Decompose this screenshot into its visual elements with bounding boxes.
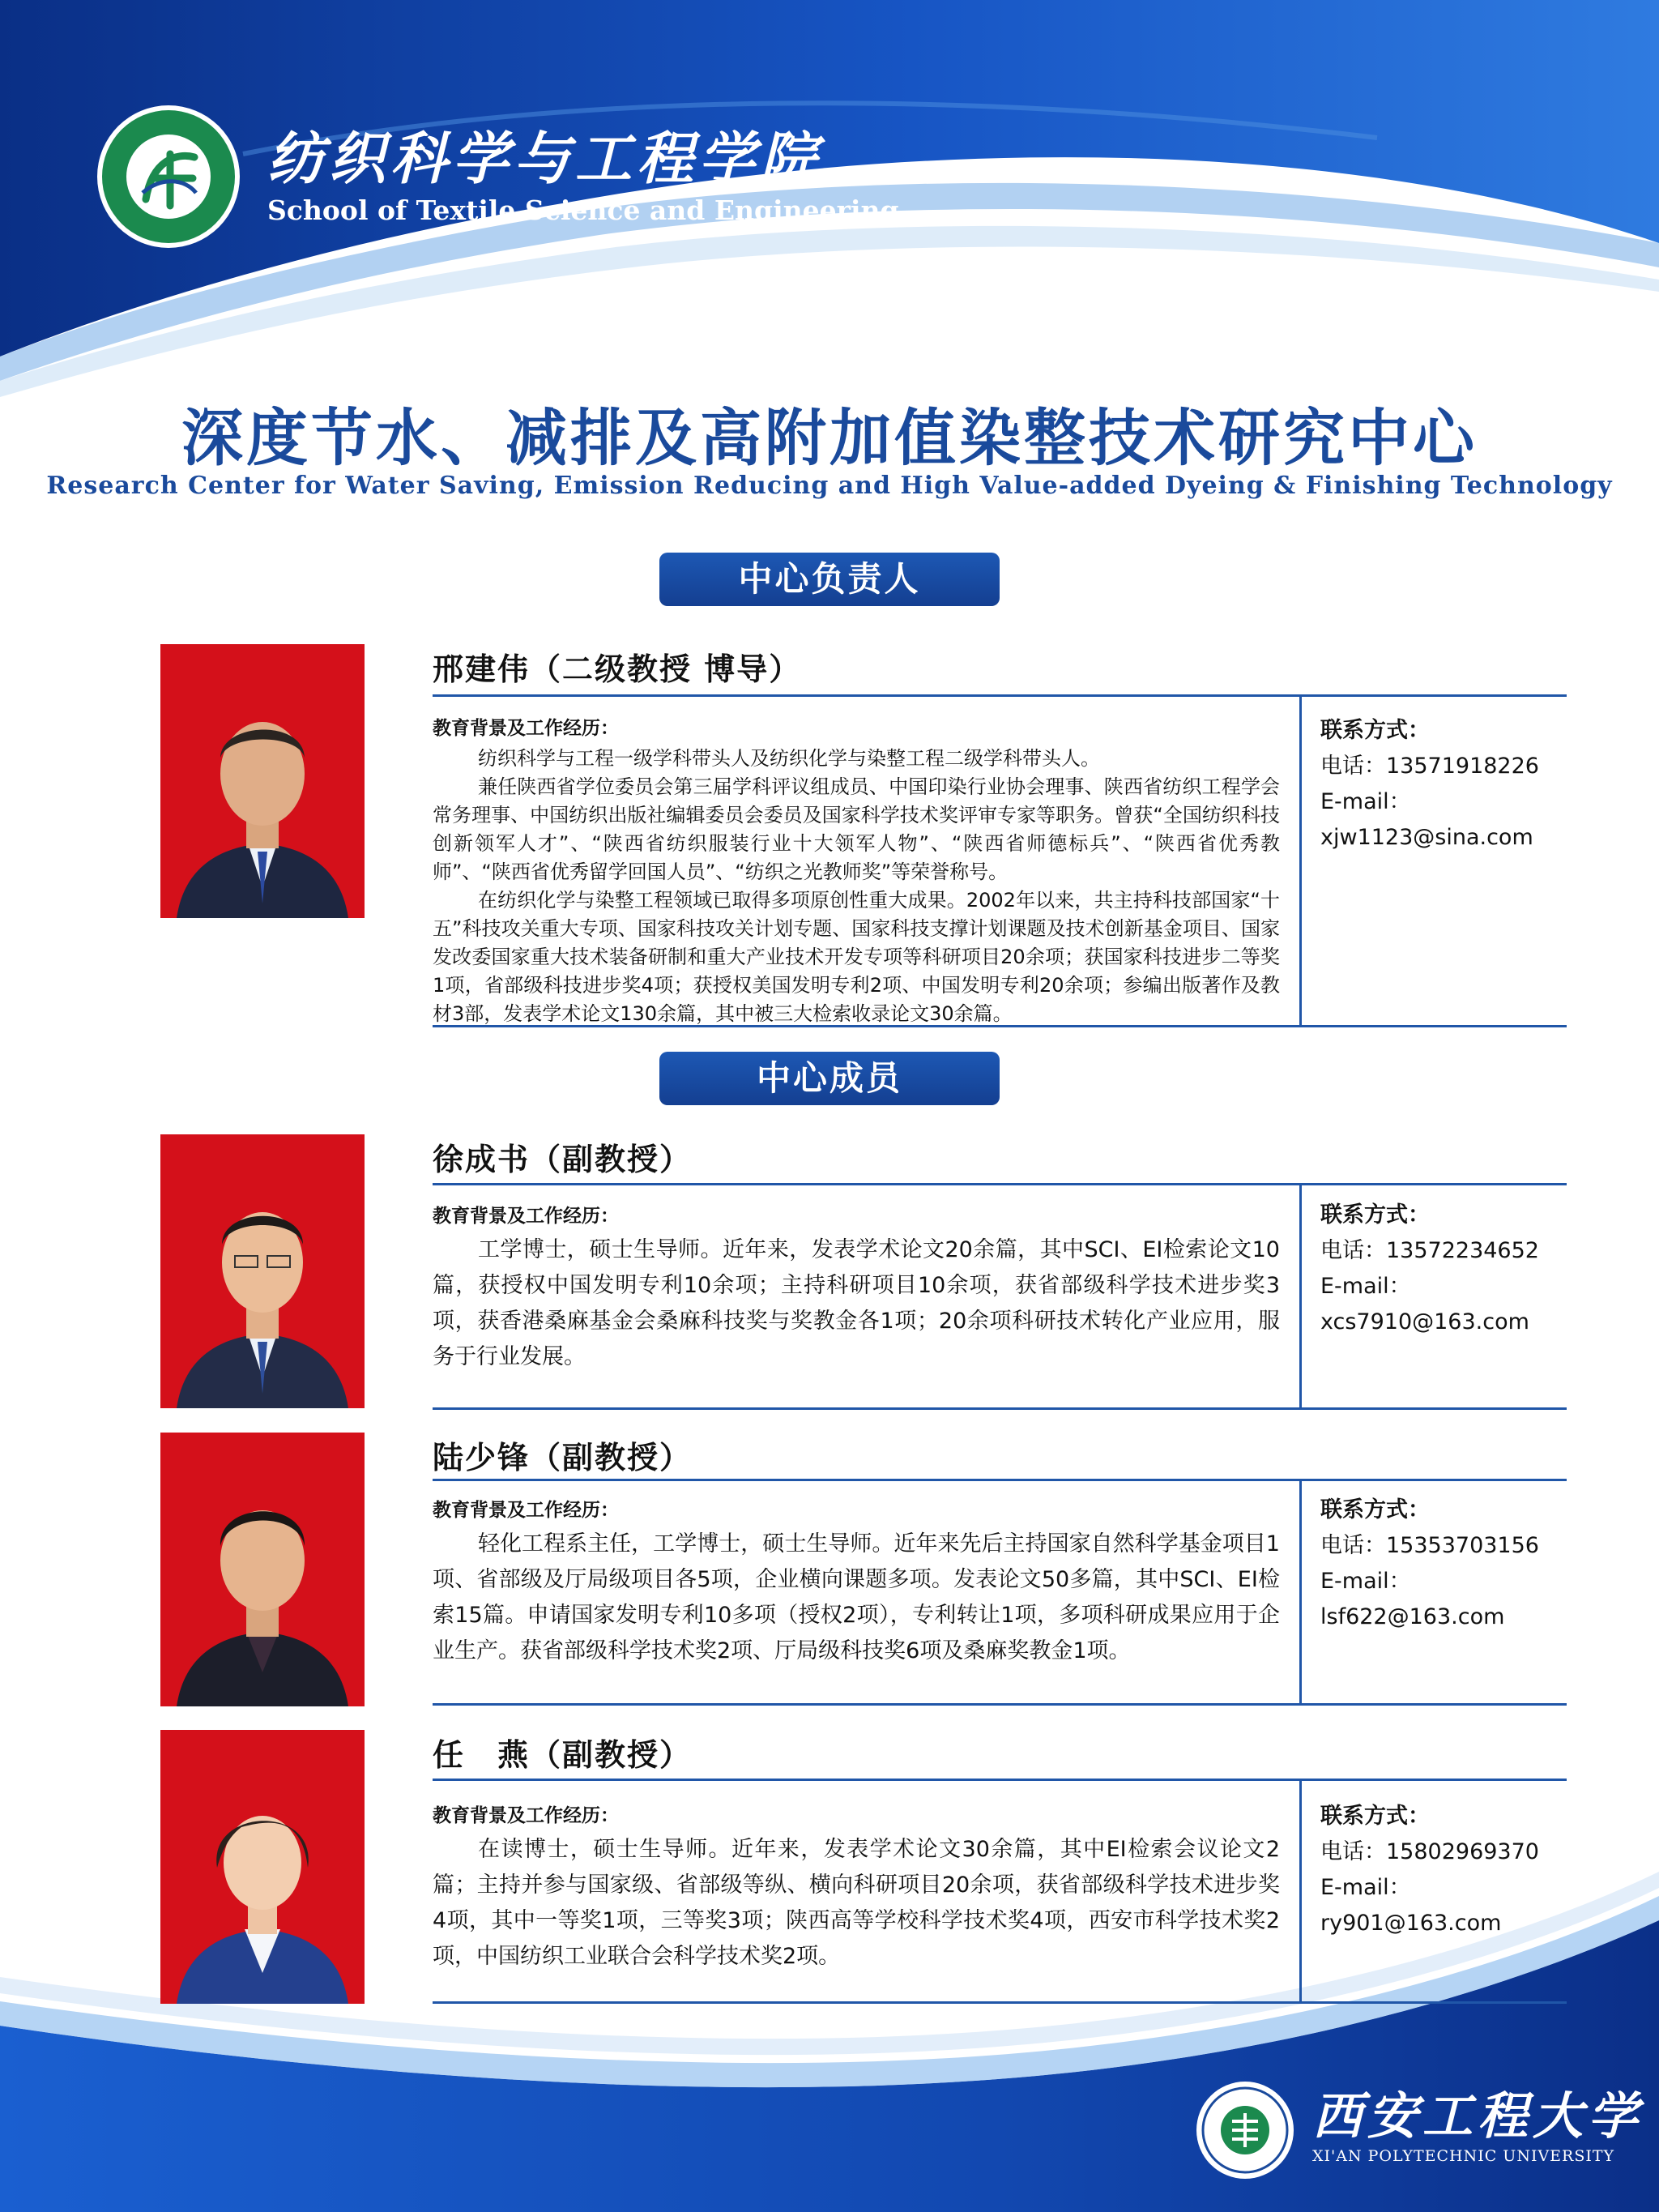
bio-label: 教育背景及工作经历： — [433, 718, 619, 739]
bio-paragraph: 纺织科学与工程一级学科带头人及纺织化学与染整工程二级学科带头人。 — [478, 747, 1100, 770]
divider — [433, 1025, 1567, 1027]
bio-label: 教育背景及工作经历： — [433, 1500, 619, 1521]
contact-label: 联系方式： — [1320, 718, 1430, 743]
bio-paragraph: 工学博士，硕士生导师。近年来，发表学术论文20余篇，其中SCI、EI检索论文10篇，获授权中国发明专利10余项；主持科研项目10余项，获省部级科学技术进步奖3项，获香港桑麻基金会桑麻科技奖与奖教金各1项；20余项科研技术转化产业应用，服务于行业发展。 — [433, 1237, 1280, 1369]
email-label: E-mail： — [1320, 1569, 1411, 1594]
contact-label: 联系方式： — [1320, 1202, 1430, 1228]
bio-paragraph: 在读博士，硕士生导师。近年来，发表学术论文30余篇，其中EI检索会议论文2篇；主持并参与国家级、省部级等纵、横向科研项目20余项，获省部级科学技术进步奖4项，其中一等奖1项，三等奖3项；陕西高等学校科学技术奖4项，西安市科学技术奖2项，中国纺织工业联合会科学技术奖2项。 — [433, 1837, 1280, 1969]
person-name: 陆少锋（副教授） — [433, 1440, 693, 1475]
bio-label: 教育背景及工作经历： — [433, 1805, 619, 1826]
bio-paragraph: 在纺织化学与染整工程领域已取得多项原创性重大成果。2002年以来，共主持科技部国家“十五”科技攻关重大专项、国家科技攻关计划专题、国家科技支撑计划课题及技术创新基金项目、国家发改委国家重大技术装备研制和重大产业技术开发专项等科研项目20余项；获国家科技进步二等奖1项，省部级科技进步奖4项；获授权美国发明专利2项、中国发明专利20余项；参编出版著作及教材3部，发表学术论文130余篇，其中被三大检索收录论文30余篇。 — [433, 889, 1280, 1025]
university-name-cn: 西安工程大学 — [1312, 2086, 1644, 2146]
divider — [433, 1183, 1567, 1185]
person-name: 徐成书（副教授） — [433, 1142, 693, 1177]
email-link[interactable]: xjw1123@sina.com — [1320, 825, 1533, 850]
photo-xu-chengshu — [160, 1134, 365, 1408]
person-bio — [433, 1201, 1280, 1375]
phone: 电话：13572234652 — [1320, 1238, 1539, 1263]
bio-paragraph: 兼任陕西省学位委员会第三届学科评议组成员、中国印染行业协会理事、陕西省纺织工程学会常务理事、中国纺织出版社编辑委员会委员及国家科学技术奖评审专家等职务。曾获“全国纺织科技创新领军人才”、“陕西省纺织服装行业十大领军人物”、“陕西省师德标兵”、“陕西省优秀教师”、“陕西省优秀留学回国人员”、“纺织之光教师奖”等荣誉称号。 — [433, 775, 1280, 883]
divider-vertical — [1299, 1185, 1302, 1410]
contact-info — [1320, 1492, 1563, 1635]
email-label: E-mail： — [1320, 1875, 1411, 1900]
photo-ren-yan — [160, 1730, 365, 2004]
section-leader-heading: 中心负责人 — [659, 553, 1000, 606]
person-bio — [433, 1800, 1280, 1975]
school-logo — [96, 104, 241, 250]
contact-info — [1320, 713, 1563, 856]
phone: 电话：13571918226 — [1320, 754, 1539, 779]
divider — [433, 1703, 1567, 1706]
contact-label: 联系方式： — [1320, 1804, 1430, 1829]
contact-info — [1320, 1799, 1563, 1941]
photo-xing-jianwei — [160, 644, 365, 918]
divider — [433, 1779, 1567, 1781]
divider — [433, 1479, 1567, 1481]
bio-paragraph: 轻化工程系主任，工学博士，硕士生导师。近年来先后主持国家自然科学基金项目1项、省部级及厅局级项目各5项，企业横向课题多项。发表论文50多篇，其中SCI、EI检索15篇。申请国家发明专利10多项（授权2项），专利转让1项，多项科研成果应用于企业生产。获省部级科学技术奖2项、厅局级科技奖6项及桑麻奖教金1项。 — [433, 1531, 1280, 1663]
email-link[interactable]: ry901@163.com — [1320, 1911, 1502, 1936]
university-logo — [1196, 2081, 1294, 2180]
person-name: 邢建伟（二级教授 博导） — [433, 651, 802, 687]
divider — [433, 694, 1567, 697]
phone: 电话：15353703156 — [1320, 1533, 1539, 1558]
bio-label: 教育背景及工作经历： — [433, 1206, 619, 1227]
center-title-cn: 深度节水、减排及高附加值染整技术研究中心 — [181, 402, 1478, 474]
divider-vertical — [1299, 1481, 1302, 1706]
email-link[interactable]: xcs7910@163.com — [1320, 1309, 1529, 1334]
email-link[interactable]: lsf622@163.com — [1320, 1604, 1505, 1629]
email-label: E-mail： — [1320, 789, 1411, 814]
school-name-cn: 纺织科学与工程学院 — [267, 125, 821, 192]
person-name: 任 燕（副教授） — [433, 1737, 693, 1773]
contact-info — [1320, 1198, 1563, 1340]
phone: 电话：15802969370 — [1320, 1839, 1539, 1864]
divider-vertical — [1299, 1781, 1302, 2003]
university-name-en: XI'AN POLYTECHNIC UNIVERSITY — [1312, 2147, 1615, 2165]
divider-vertical — [1299, 697, 1302, 1027]
school-name-en: School of Textile Science and Engineering — [267, 194, 899, 226]
person-bio — [433, 1495, 1280, 1669]
contact-label: 联系方式： — [1320, 1497, 1430, 1522]
divider — [433, 2001, 1567, 2004]
photo-lu-shaofeng — [160, 1433, 365, 1706]
person-bio — [433, 713, 1280, 1028]
section-members-heading: 中心成员 — [659, 1052, 1000, 1105]
center-title-en: Research Center for Water Saving, Emission Reducing and High Value-added Dyeing & Finishing Technology — [46, 472, 1613, 500]
divider — [433, 1407, 1567, 1410]
email-label: E-mail： — [1320, 1274, 1411, 1299]
